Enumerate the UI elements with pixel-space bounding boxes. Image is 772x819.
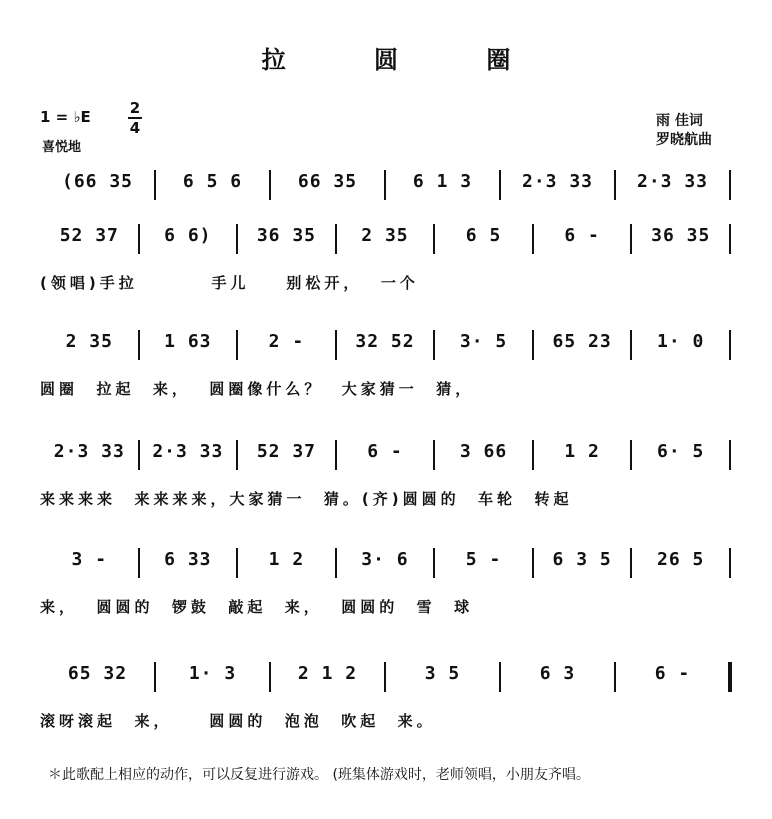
lyricist: 雨 佳词 — [656, 113, 703, 129]
barline — [729, 330, 731, 360]
measure: 3· 6 — [361, 549, 409, 570]
measure: 26 5 — [657, 549, 705, 570]
measure: 6 - — [654, 663, 691, 684]
staff-row — [40, 548, 740, 628]
measure: 1· 0 — [657, 331, 705, 352]
measure: 2·3 33 — [636, 171, 709, 192]
barline — [729, 224, 731, 254]
measure: 2·3 33 — [53, 441, 125, 462]
tempo-marking: 喜悦地 — [42, 140, 82, 155]
lyric-line: 滚呀滚起 来， 圆圆的 泡泡 吹起 来。 — [40, 712, 436, 730]
key-label: 1 = ♭E — [40, 108, 91, 126]
song-title: 拉 圆 圈 — [261, 46, 551, 74]
key-signature — [40, 108, 91, 126]
measure: 6 5 — [465, 225, 502, 246]
lyric-line: 来来来来 来来来来，大家猜一 猜。(齐)圆圆的 车轮 转起 — [40, 490, 573, 508]
footnote: ＊此歌配上相应的动作，可以反复进行游戏。 (班集体游戏时，老师领唱，小朋友齐唱。 — [48, 767, 590, 783]
measure: 52 37 — [59, 225, 119, 246]
measure: 6 33 — [164, 549, 212, 570]
barline — [729, 440, 731, 470]
notes-line — [40, 170, 740, 204]
measure: 6 6) — [164, 225, 212, 246]
staff-row — [40, 662, 740, 742]
barline — [729, 170, 731, 200]
measure: 36 35 — [256, 225, 317, 246]
staff-row — [40, 440, 740, 520]
measure: 5 - — [465, 549, 502, 570]
measure: 36 35 — [651, 225, 711, 246]
measure: 2 1 2 — [297, 663, 358, 684]
measure: 6 3 — [539, 663, 576, 684]
measure: 65 32 — [67, 663, 128, 684]
measure: 66 35 — [297, 171, 358, 192]
measure: 2 - — [268, 331, 305, 352]
lyric-line: 来， 圆圆的 锣鼓 敲起 来， 圆圆的 雪 球 — [40, 598, 474, 616]
notes-line — [40, 548, 740, 582]
lyric-line: 圆圈 拉起 来， 圆圈像什么？ 大家猜一 猜， — [40, 380, 475, 398]
measure: 65 23 — [552, 331, 612, 352]
measure: 2 35 — [361, 225, 409, 246]
measure: 6 5 6 — [182, 171, 243, 192]
measure: 1 2 — [564, 441, 600, 462]
measure: 32 52 — [355, 331, 415, 352]
measure: 6 - — [367, 441, 403, 462]
measure: 3· 5 — [459, 331, 508, 352]
lyric-line: (领唱)手拉 手儿 别松开， 一个 — [40, 274, 419, 292]
measure: 3 - — [71, 549, 108, 570]
measure: 3 5 — [424, 663, 461, 684]
staff-row — [40, 224, 740, 304]
measure: 6 3 5 — [552, 549, 612, 570]
notes-line — [40, 224, 740, 258]
time-signature — [128, 100, 142, 136]
final-barline — [728, 662, 732, 692]
composer: 罗晓航曲 — [656, 132, 712, 148]
measure: 52 37 — [256, 441, 317, 462]
measure: 1· 3 — [188, 663, 237, 684]
measure: 6 1 3 — [412, 171, 473, 192]
measure: 6 - — [564, 225, 600, 246]
measure: 3 66 — [459, 441, 508, 462]
time-top: 2 — [129, 99, 141, 117]
measure: 2·3 33 — [152, 441, 224, 462]
notes-line — [40, 440, 740, 474]
measure: 2·3 33 — [521, 171, 594, 192]
barline — [729, 548, 731, 578]
measure: 1 63 — [164, 331, 212, 352]
time-bottom: 4 — [129, 119, 141, 137]
credits — [656, 112, 712, 150]
measure: 1 2 — [268, 549, 305, 570]
measure: 2 35 — [65, 331, 113, 352]
measure: 6· 5 — [657, 441, 705, 462]
notes-line — [40, 662, 740, 696]
notes-line — [40, 330, 740, 364]
measure: (66 35 — [61, 171, 134, 192]
staff-row — [40, 330, 740, 410]
